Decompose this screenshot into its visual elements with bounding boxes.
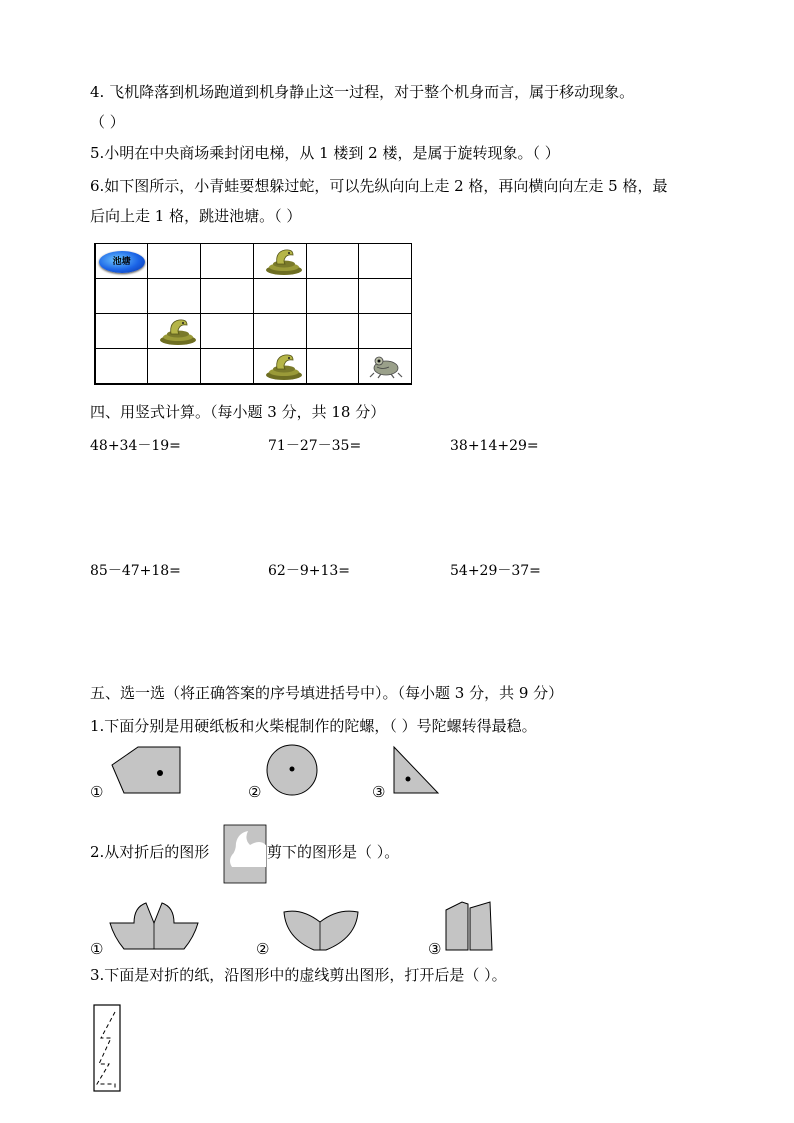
q2-option-1-label: ①	[90, 940, 104, 958]
calc-problem-3: 38+14+29=	[450, 438, 539, 454]
q1-option-3-label: ③	[372, 783, 386, 801]
calc-problem-1: 48+34－19=	[90, 438, 181, 454]
choice-q1-text: 1.下面分别是用硬纸板和火柴棍制作的陀螺，（ ）号陀螺转得最稳。	[90, 717, 537, 735]
grid-cell	[359, 279, 412, 314]
grid-cell	[95, 279, 148, 314]
top-circle-shape	[266, 744, 318, 796]
grid-cell	[253, 349, 306, 385]
choice-q2-text-before: 2.从对折后的图形	[90, 843, 210, 861]
grid-cell	[359, 244, 412, 279]
grid-cell	[148, 314, 201, 349]
calc-problem-2: 71－27－35=	[268, 438, 362, 454]
grid-cell	[201, 279, 254, 314]
folded-strip-icon	[93, 1004, 123, 1094]
section4-title: 四、用竖式计算。（每小题 3 分，共 18 分）	[90, 403, 386, 421]
grid-cell	[359, 314, 412, 349]
grid-cell	[306, 314, 359, 349]
grid-cell	[253, 244, 306, 279]
cut-shape-option-2	[282, 908, 360, 952]
q1-option-1-label: ①	[90, 783, 104, 801]
pond-icon: 池塘	[99, 251, 145, 273]
grid-cell	[201, 314, 254, 349]
grid-cell	[95, 314, 148, 349]
grid-cell	[306, 244, 359, 279]
snake-icon	[263, 351, 305, 381]
q2-option-3-label: ③	[428, 940, 442, 958]
q1-option-2-label: ②	[248, 783, 262, 801]
q6-line2: 后向上走 1 格，跳进池塘。（ ）	[90, 207, 302, 225]
grid-cell	[253, 314, 306, 349]
grid-cell	[201, 244, 254, 279]
folded-paper-icon	[224, 825, 266, 883]
q2-option-2-label: ②	[256, 940, 270, 958]
cut-shape-option-3	[444, 900, 494, 952]
snake-icon	[263, 246, 305, 276]
grid-cell	[306, 349, 359, 385]
q5-text: 5.小明在中央商场乘封闭电梯，从 1 楼到 2 楼，是属于旋转现象。（ ）	[90, 144, 560, 162]
grid-cell	[359, 349, 412, 385]
snake-icon	[157, 316, 199, 346]
grid-cell	[148, 279, 201, 314]
q4-line2: （ ）	[90, 113, 125, 131]
top-triangle-shape	[392, 745, 440, 795]
calc-problem-4: 85－47+18=	[90, 563, 181, 579]
calc-problem-6: 54+29－37=	[450, 563, 541, 579]
grid-cell	[306, 279, 359, 314]
calc-problem-5: 62－9+13=	[268, 563, 350, 579]
grid-cell	[148, 349, 201, 385]
q4-line1: 4. 飞机降落到机场跑道到机身静止这一过程，对于整个机身而言，属于移动现象。	[90, 83, 635, 101]
frog-grid	[94, 243, 412, 385]
top-irregular-shape	[110, 745, 180, 795]
section5-title: 五、选一选（将正确答案的序号填进括号中）。（每小题 3 分，共 9 分）	[90, 684, 564, 702]
q6-line1: 6.如下图所示，小青蛙要想躲过蛇，可以先纵向向上走 2 格，再向横向向左走 5 格，最	[90, 177, 668, 195]
frog-icon	[369, 353, 403, 379]
choice-q3-text: 3.下面是对折的纸，沿图形中的虚线剪出图形，打开后是（ ）。	[90, 966, 507, 984]
grid-cell	[148, 244, 201, 279]
cut-shape-option-1	[108, 901, 200, 951]
grid-cell	[253, 279, 306, 314]
grid-cell	[201, 349, 254, 385]
choice-q2-text-after: 剪下的图形是（ ）。	[267, 843, 400, 861]
grid-cell-pond	[95, 244, 148, 279]
grid-cell	[95, 349, 148, 385]
